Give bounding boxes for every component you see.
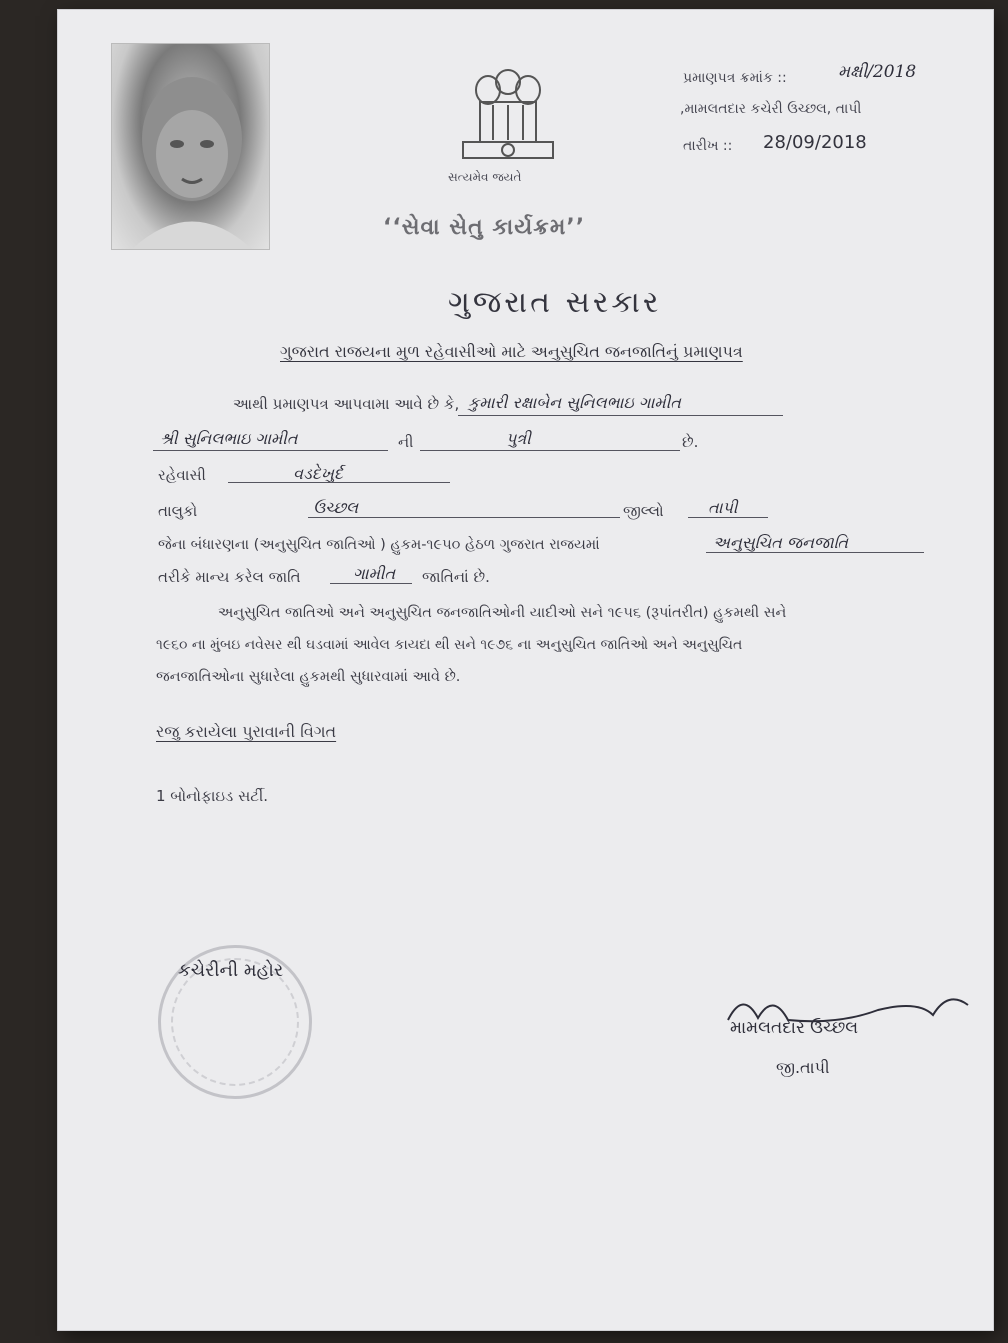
intro-text: આથી પ્રમાણપત્ર આપવામા આવે છે કે,: [233, 395, 460, 413]
taluka-value: ઉચ્છલ: [313, 498, 359, 517]
resident-underline: [228, 482, 450, 483]
district-label: જીલ્લો: [623, 502, 664, 520]
page-title: ગુજરાત સરકાર: [448, 285, 662, 320]
date-label: તારીખ ::: [683, 138, 733, 154]
applicant-photo: [111, 43, 270, 250]
name-underline: [458, 415, 783, 416]
ni-text: ની: [398, 433, 414, 451]
district-value: તાપી: [708, 498, 738, 517]
taluka-label: તાલુકો: [158, 502, 198, 520]
caste-underline: [330, 583, 412, 584]
paragraph-line-2: ૧૯૬૦ ના મુંબઇ નવેસર થી ઘડવામાં આવેલ કાયદા થી સને ૧૯૭૬ ના અનુસુચિત જાતિઓ અને અનુસુચિત: [156, 637, 743, 653]
order-underline: [706, 552, 924, 553]
relation-value: પુત્રી: [506, 429, 531, 448]
date-value: 28/09/2018: [763, 132, 867, 153]
cert-no-value: મક્ષી/2018: [838, 62, 917, 82]
cert-no-label: પ્રમાણપત્ર ક્રમાંક ::: [683, 70, 787, 86]
district-underline: [688, 517, 768, 518]
order-value: અનુસુચિત જનજાતિ: [713, 533, 848, 552]
taluka-underline: [308, 517, 620, 518]
page-subtitle: ગુજરાત રાજયના મુળ રહેવાસીઓ માટે અનુસુચિત જનજાતિનું પ્રમાણપત્ર: [280, 342, 743, 361]
signatory-title: મામલતદાર ઉચ્છલ: [730, 1018, 859, 1038]
office-seal-label: કચેરીની મહોર: [178, 960, 284, 981]
national-emblem-icon: [458, 60, 558, 170]
program-name: ‘‘સેવા સેતુ કાર્યક્રમ’’: [383, 215, 586, 240]
caste-value: ગામીત: [353, 564, 396, 583]
resident-value: વડદેખુર્દ: [293, 464, 343, 483]
father-underline: [153, 450, 388, 451]
emblem-motto: સત્યમેવ જયતે: [448, 170, 522, 184]
relation-underline: [420, 450, 680, 451]
recognized-label: તરીકે માન્ય કરેલ જાતિ: [158, 568, 301, 586]
evidence-item: 1 બોનોફાઇડ સર્ટી.: [156, 787, 269, 805]
evidence-heading: રજુ કરાયેલા પુરાવાની વિગત: [156, 722, 337, 741]
signatory-district: જી.તાપી: [776, 1058, 830, 1077]
order-text: જેના બંધારણના (અનુસુચિત જાતિઓ ) હુકમ-૧૯૫૦ હેઠળ ગુજરાત રાજયમાં: [158, 537, 600, 553]
resident-label: રહેવાસી: [158, 466, 206, 484]
father-name: શ્રી સુનિલભાઇ ગામીત: [160, 429, 298, 448]
applicant-name: કુમારી રક્ષાબેન સુનિલભાઇ ગામીત: [468, 393, 681, 412]
che-text: છે.: [682, 433, 699, 451]
certificate-page: [58, 10, 993, 1330]
paragraph-line-3: જનજાતિઓના સુધારેલા હુકમથી સુધારવામાં આવે છે.: [156, 669, 461, 685]
caste-suffix: જાતિનાં છે.: [422, 568, 490, 586]
paragraph-line-1: અનુસુચિત જાતિઓ અને અનુસુચિત જનજાતિઓની યાદીઓ સને ૧૯૫૬ (રૂપાંતરીત) હુકમથી સને: [218, 605, 787, 621]
office-name: ,મામલતદાર કચેરી ઉચ્છલ, તાપી: [680, 101, 862, 117]
